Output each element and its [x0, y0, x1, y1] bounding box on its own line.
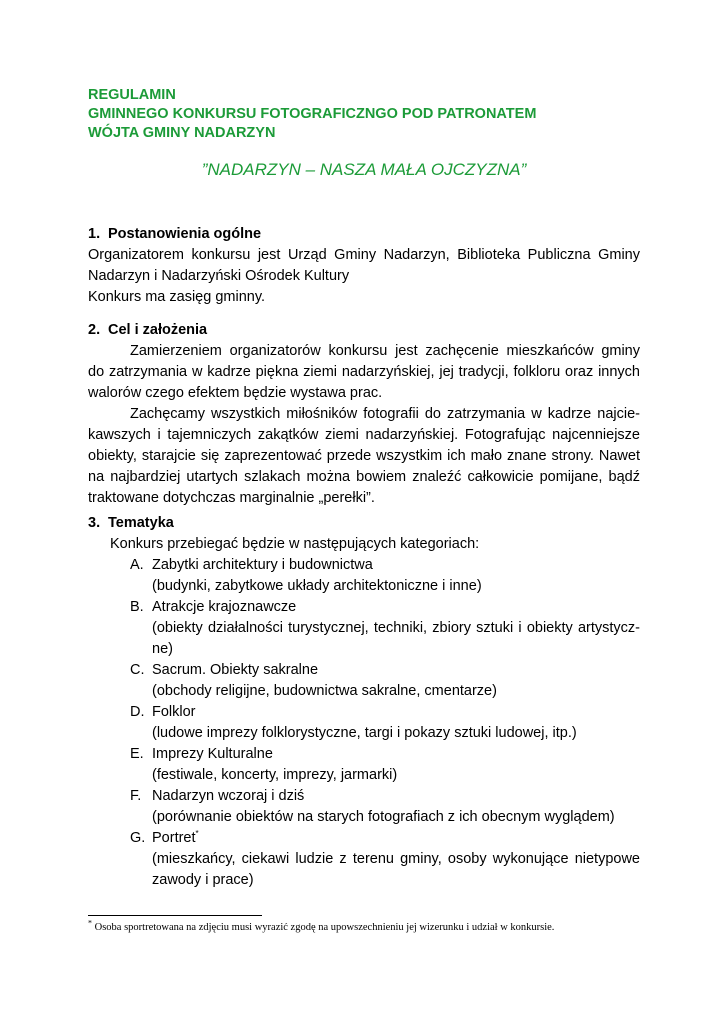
paragraph-line: Konkurs ma zasięg gminny.: [88, 289, 266, 305]
category-name: Nadarzyn wczoraj i dziś: [152, 788, 305, 804]
category-desc: (obchody religijne, budownictwa sakralne, cmentarze): [152, 683, 497, 699]
category-desc: (porównanie obiektów na starych fotografiach z ich obecnym wyglądem): [152, 809, 615, 825]
category-name: Atrakcje krajoznawcze: [152, 599, 297, 615]
section-heading: [88, 224, 640, 245]
footnote-divider: [88, 915, 262, 916]
paragraph-line: na najbardziej utartych szlakach można bowiem znaleźć całkowicie pomijane, bądź: [88, 469, 640, 485]
section-title: Postanowienia ogólne: [108, 226, 262, 242]
section-2: [88, 320, 640, 509]
footnote: [88, 918, 555, 933]
section-number: 3.: [88, 515, 101, 531]
paragraph-line: walorów czego efektem będzie wystawa prac.: [88, 385, 383, 401]
doc-title-line-1: REGULAMIN: [88, 87, 176, 103]
category-desc: (mieszkańcy, ciekawi ludzie z terenu gminy, osoby wykonujące nietypowe: [152, 851, 640, 867]
section-heading: [88, 320, 640, 341]
category-desc: (budynki, zabytkowe układy architektoniczne i inne): [152, 578, 482, 594]
category-name: Folklor: [152, 704, 196, 720]
paragraph-line: Zamierzeniem organizatorów konkursu jest zachęcenie mieszkańców gminy: [130, 343, 640, 359]
paragraph-line: Nadarzyn i Nadarzyński Ośrodek Kultury: [88, 268, 350, 284]
section-title: Cel i założenia: [108, 322, 208, 338]
paragraph-line: kawszych i tajemniczych zakątków ziemi nadarzyńskiej. Fotografując najcenniejsze: [88, 427, 640, 443]
category-letter: A.: [130, 557, 144, 573]
categories-intro: Konkurs przebiegać będzie w następujących kategoriach:: [110, 536, 480, 552]
category-letter: E.: [130, 746, 144, 762]
section-1: [88, 224, 640, 308]
category-desc: (festiwale, koncerty, imprezy, jarmarki): [152, 767, 398, 783]
category-letter: F.: [130, 788, 142, 804]
paragraph-line: do zatrzymania w kadrze piękna ziemi nadarzyńskiej, jej tradycji, folkloru oraz innych: [88, 364, 640, 380]
category-name: Zabytki architektury i budownictwa: [152, 557, 373, 573]
category-letter: C.: [130, 662, 145, 678]
paragraph-line: obiekty, starajcie się zaprezentować przede wszystkim ich mało znane strony. Nawet: [88, 448, 640, 464]
doc-title-line-3: WÓJTA GMINY NADARZYN: [88, 125, 276, 141]
footnote-reference[interactable]: *: [195, 829, 199, 839]
paragraph-line: traktowane dotychczas marginalnie „perełki”.: [88, 490, 375, 506]
category-item: [88, 555, 640, 576]
category-desc: (obiekty działalności turystycznej, techniki, zbiory sztuki i obiekty artystycz-: [152, 620, 640, 636]
section-heading: [88, 513, 640, 534]
paragraph-line: Zachęcamy wszystkich miłośników fotografii do zatrzymania w kadrze najcie-: [130, 406, 640, 422]
category-item: [88, 660, 640, 681]
section-number: 2.: [88, 322, 101, 338]
section-number: 1.: [88, 226, 101, 242]
doc-title-line-2: GMINNEGO KONKURSU FOTOGRAFICZNGO POD PATRONATEM: [88, 106, 537, 122]
category-name: Sacrum. Obiekty sakralne: [152, 662, 319, 678]
category-item: [88, 597, 640, 618]
category-name: Portret: [152, 830, 196, 846]
footnote-text: Osoba sportretowana na zdjęciu musi wyrazić zgodę na upowszechnieniu jej wizerunku i udział w konkursie.: [92, 922, 555, 933]
category-letter: D.: [130, 704, 145, 720]
category-desc: zawody i prace): [152, 872, 254, 888]
category-desc: ne): [152, 641, 173, 657]
section-title: Tematyka: [108, 515, 174, 531]
category-item: [88, 702, 640, 723]
doc-subtitle: ”NADARZYN – NASZA MAŁA OJCZYZNA”: [201, 160, 527, 179]
category-item: [88, 828, 640, 849]
category-item: [88, 786, 640, 807]
category-item: [88, 744, 640, 765]
footnote-mark: *: [88, 918, 92, 928]
category-desc: (ludowe imprezy folklorystyczne, targi i pokazy sztuki ludowej, itp.): [152, 725, 577, 741]
category-name: Imprezy Kulturalne: [152, 746, 273, 762]
category-letter: G.: [130, 830, 146, 846]
category-letter: B.: [130, 599, 144, 615]
section-3: [88, 513, 640, 891]
paragraph-line: Organizatorem konkursu jest Urząd Gminy Nadarzyn, Biblioteka Publiczna Gminy: [88, 247, 640, 263]
